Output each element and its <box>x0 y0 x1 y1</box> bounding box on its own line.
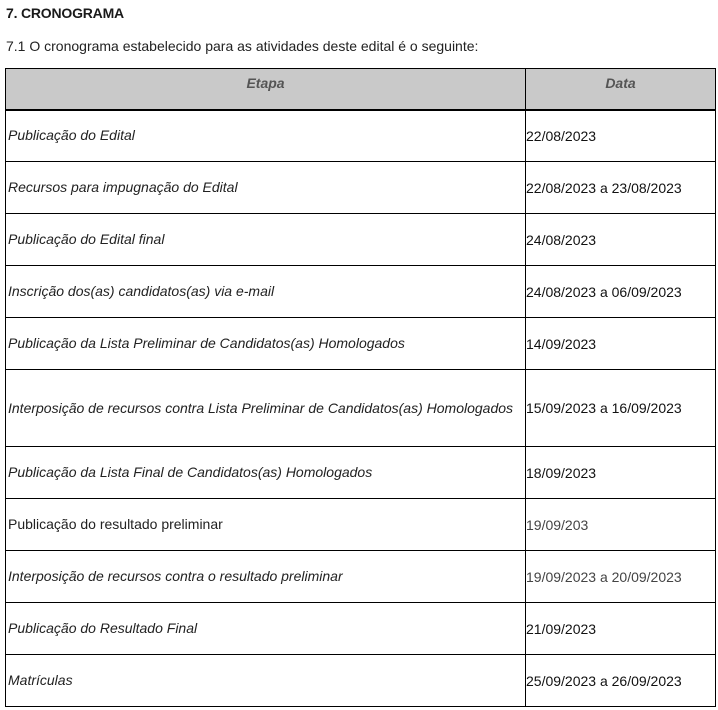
header-etapa: Etapa <box>6 69 526 110</box>
table-header-row <box>6 69 716 110</box>
row-data: 14/09/2023 <box>526 318 716 370</box>
row-etapa: Publicação do resultado preliminar <box>6 499 526 551</box>
table-row <box>6 318 716 370</box>
row-data: 18/09/2023 <box>526 447 716 499</box>
row-etapa: Inscrição dos(as) candidatos(as) via e-mail <box>6 266 526 318</box>
row-etapa: Publicação do Edital final <box>6 214 526 266</box>
section-intro: 7.1 O cronograma estabelecido para as atividades deste edital é o seguinte: <box>6 38 479 54</box>
header-data: Data <box>526 69 716 110</box>
row-etapa: Publicação da Lista Preliminar de Candidatos(as) Homologados <box>6 318 526 370</box>
table-row <box>6 499 716 551</box>
table-row <box>6 110 716 162</box>
table-row <box>6 370 716 447</box>
table-row <box>6 266 716 318</box>
row-data: 25/09/2023 a 26/09/2023 <box>526 655 716 707</box>
row-data: 19/09/203 <box>526 499 716 551</box>
row-data: 24/08/2023 a 06/09/2023 <box>526 266 716 318</box>
row-etapa: Publicação da Lista Final de Candidatos(as) Homologados <box>6 447 526 499</box>
row-etapa: Matrículas <box>6 655 526 707</box>
table-row <box>6 447 716 499</box>
row-etapa: Recursos para impugnação do Edital <box>6 162 526 214</box>
row-data: 22/08/2023 <box>526 110 716 162</box>
row-etapa: Interposição de recursos contra o resultado preliminar <box>6 551 526 603</box>
row-data: 24/08/2023 <box>526 214 716 266</box>
row-data: 21/09/2023 <box>526 603 716 655</box>
row-data: 15/09/2023 a 16/09/2023 <box>526 370 716 447</box>
schedule-table <box>5 68 716 707</box>
table-row <box>6 603 716 655</box>
table-row <box>6 162 716 214</box>
row-etapa: Publicação do Edital <box>6 110 526 162</box>
table-row <box>6 551 716 603</box>
row-etapa: Interposição de recursos contra Lista Preliminar de Candidatos(as) Homologados <box>6 370 526 447</box>
table-row <box>6 214 716 266</box>
row-data: 22/08/2023 a 23/08/2023 <box>526 162 716 214</box>
section-title: 7. CRONOGRAMA <box>6 5 124 21</box>
row-etapa: Publicação do Resultado Final <box>6 603 526 655</box>
row-data: 19/09/2023 a 20/09/2023 <box>526 551 716 603</box>
table-row <box>6 655 716 707</box>
